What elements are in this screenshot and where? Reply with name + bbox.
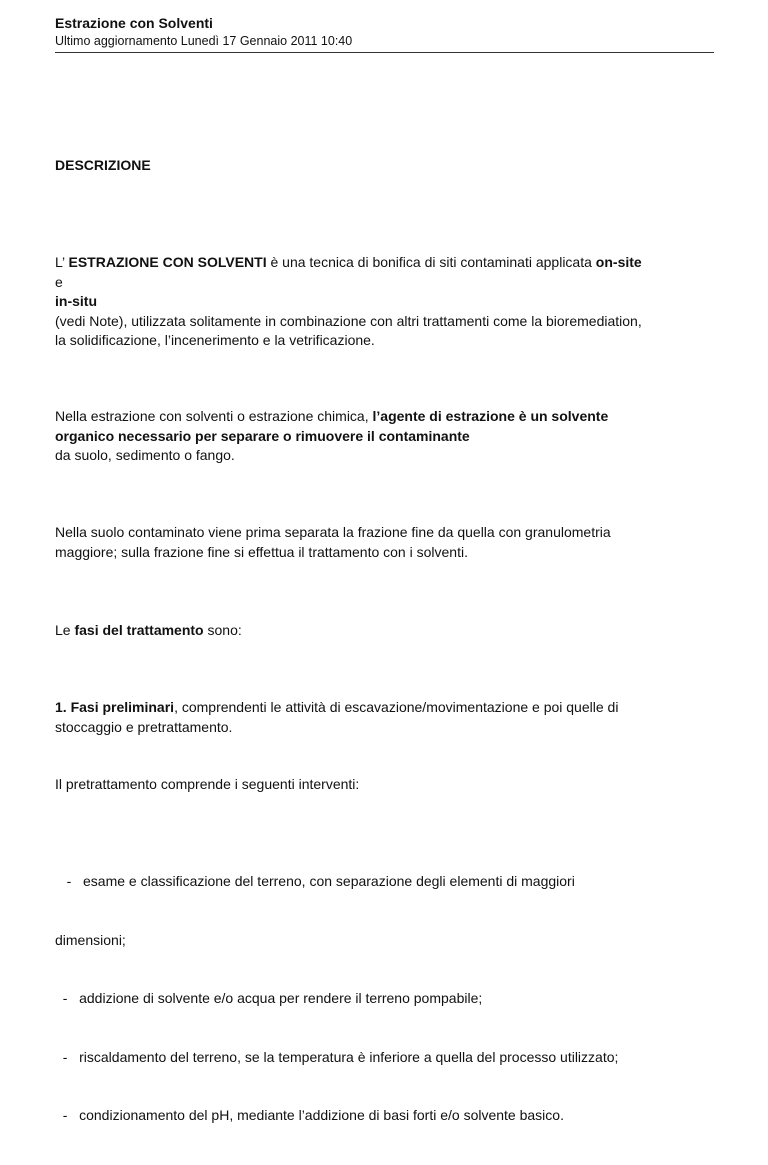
paragraph-line: e — [55, 273, 63, 290]
paragraph-line: Il pretrattamento comprende i seguenti interventi: — [55, 776, 360, 792]
paragraph-phases — [55, 621, 720, 641]
bold-term: organico necessario per separare o rimuovere il contaminante — [55, 427, 470, 444]
text-run: L’ — [55, 254, 69, 270]
paragraph-intro — [55, 253, 720, 351]
text-run: sono: — [203, 622, 242, 638]
paragraph-line: (vedi Note), utilizzata solitamente in combinazione con altri trattamenti come la bioremediation, — [55, 312, 642, 329]
bold-term: in-situ — [55, 293, 97, 309]
paragraph-line — [55, 621, 720, 641]
bold-term: ESTRAZIONE CON SOLVENTI — [68, 254, 267, 270]
paragraph-separation — [55, 523, 720, 562]
paragraph-line — [55, 427, 720, 447]
paragraph-line: la solidificazione, l’incenerimento e la vetrificazione. — [55, 332, 375, 348]
bold-term: l’agente di estrazione è un solvente — [372, 408, 609, 424]
paragraph-line: stoccaggio e pretrattamento. — [55, 718, 233, 735]
text-run: , comprendenti le attività di escavazione/movimentazione e poi quelle di — [174, 699, 619, 715]
document-title: Estrazione con Solventi — [55, 15, 213, 31]
text-run: Le — [55, 622, 75, 638]
last-updated: Ultimo aggiornamento Lunedì 17 Gennaio 2011 10:40 — [55, 34, 353, 48]
section-heading — [55, 156, 720, 176]
paragraph-solvent — [55, 407, 720, 466]
text-run: è una tecnica di bonifica di siti contaminati applicata — [266, 254, 596, 270]
section-heading-text: DESCRIZIONE — [55, 157, 151, 173]
header-divider — [55, 52, 714, 53]
list-item: - riscaldamento del terreno, se la temperatura è inferiore a quella del processo utilizzato; — [55, 1048, 619, 1065]
paragraph-line: Nella suolo contaminato viene prima separata la frazione fine da quella con granulometria — [55, 524, 611, 540]
paragraph-line — [55, 292, 720, 312]
bold-term: on-site — [595, 254, 642, 270]
bold-term: fasi del trattamento — [74, 622, 204, 638]
paragraph-line — [55, 407, 720, 427]
list-item: - addizione di solvente e/o acqua per rendere il terreno pompabile; — [55, 990, 483, 1006]
list-item-continuation: dimensioni; — [55, 931, 126, 948]
paragraph-line: maggiore; sulla frazione fine si effettua il trattamento con i solventi. — [55, 543, 468, 560]
paragraph-line — [55, 253, 720, 273]
paragraph-line: da suolo, sedimento o fango. — [55, 447, 235, 463]
bold-term: 1. Fasi preliminari — [55, 699, 175, 715]
pretreatment-list — [55, 833, 720, 1165]
paragraph-pretreatment — [55, 775, 720, 795]
paragraph-line — [55, 698, 720, 718]
paragraph-preliminary-phase — [55, 698, 720, 737]
list-item: - condizionamento del pH, mediante l’addizione di basi forti e/o solvente basico. — [55, 1107, 564, 1123]
text-run: Nella estrazione con solventi o estrazione chimica, — [55, 408, 373, 424]
list-item: - esame e classificazione del terreno, con separazione degli elementi di maggiori — [55, 873, 575, 889]
